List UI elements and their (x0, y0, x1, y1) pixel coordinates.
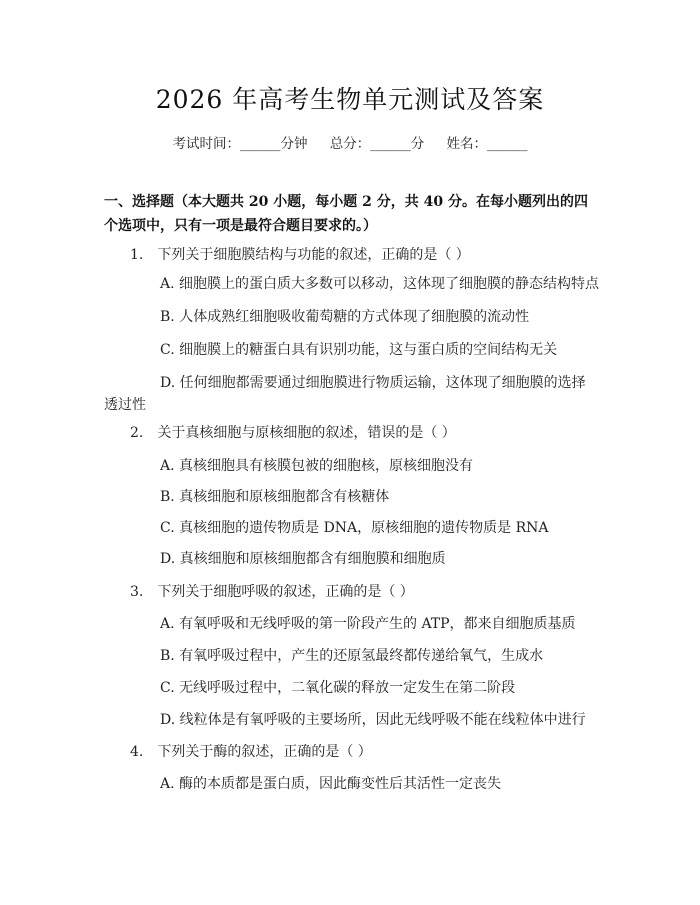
question-1-option-a: A. 细胞膜上的蛋白质大多数可以移动，这体现了细胞膜的静态结构特点 (160, 276, 600, 292)
question-3-option-b: B. 有氧呼吸过程中，产生的还原氢最终都传递给氧气，生成水 (160, 648, 544, 664)
question-3-stem: 3. 下列关于细胞呼吸的叙述，正确的是（ ） (130, 584, 414, 600)
question-1-option-c: C. 细胞膜上的糖蛋白具有识别功能，这与蛋白质的空间结构无关 (160, 342, 558, 358)
exam-info-line (0, 132, 700, 152)
question-4-option-a: A. 酶的本质都是蛋白质，因此酶变性后其活性一定丧失 (160, 776, 502, 792)
question-1-option-b: B. 人体成熟红细胞吸收葡萄糖的方式体现了细胞膜的流动性 (160, 309, 530, 325)
section-heading: 一、选择题（本大题共 20 小题，每小题 2 分，共 40 分。在每小题列出的四个选项中，只有一项是最符合题目要求的。） (104, 194, 588, 234)
student-name-field: 姓名：______ (446, 136, 528, 152)
question-2-option-c: C. 真核细胞的遗传物质是 DNA，原核细胞的遗传物质是 RNA (160, 520, 549, 536)
question-3-option-c: C. 无线呼吸过程中，二氧化碳的释放一定发生在第二阶段 (160, 680, 516, 696)
question-2-option-a: A. 真核细胞具有核膜包被的细胞核，原核细胞没有 (160, 458, 474, 474)
question-3-option-d: D. 线粒体是有氧呼吸的主要场所，因此无线呼吸不能在线粒体中进行 (160, 712, 586, 728)
question-1-option-d: D. 任何细胞都需要通过细胞膜进行物质运输，这体现了细胞膜的选择透过性 (104, 375, 586, 413)
question-1-stem: 1. 下列关于细胞膜结构与功能的叙述，正确的是（ ） (130, 247, 470, 263)
question-3-option-a: A. 有氧呼吸和无线呼吸的第一阶段产生的 ATP，都来自细胞质基质 (160, 616, 576, 632)
page-title: 2026 年高考生物单元测试及答案 (155, 85, 545, 114)
question-2-option-d: D. 真核细胞和原核细胞都含有细胞膜和细胞质 (160, 551, 446, 567)
question-2-option-b: B. 真核细胞和原核细胞都含有核糖体 (160, 489, 390, 505)
total-score-field: 总分：______分 (329, 136, 425, 152)
exam-time-field: 考试时间：______分钟 (172, 136, 308, 152)
question-2-stem: 2. 关于真核细胞与原核细胞的叙述，错误的是（ ） (130, 425, 456, 441)
question-4-stem: 4. 下列关于酶的叙述，正确的是（ ） (130, 744, 372, 760)
